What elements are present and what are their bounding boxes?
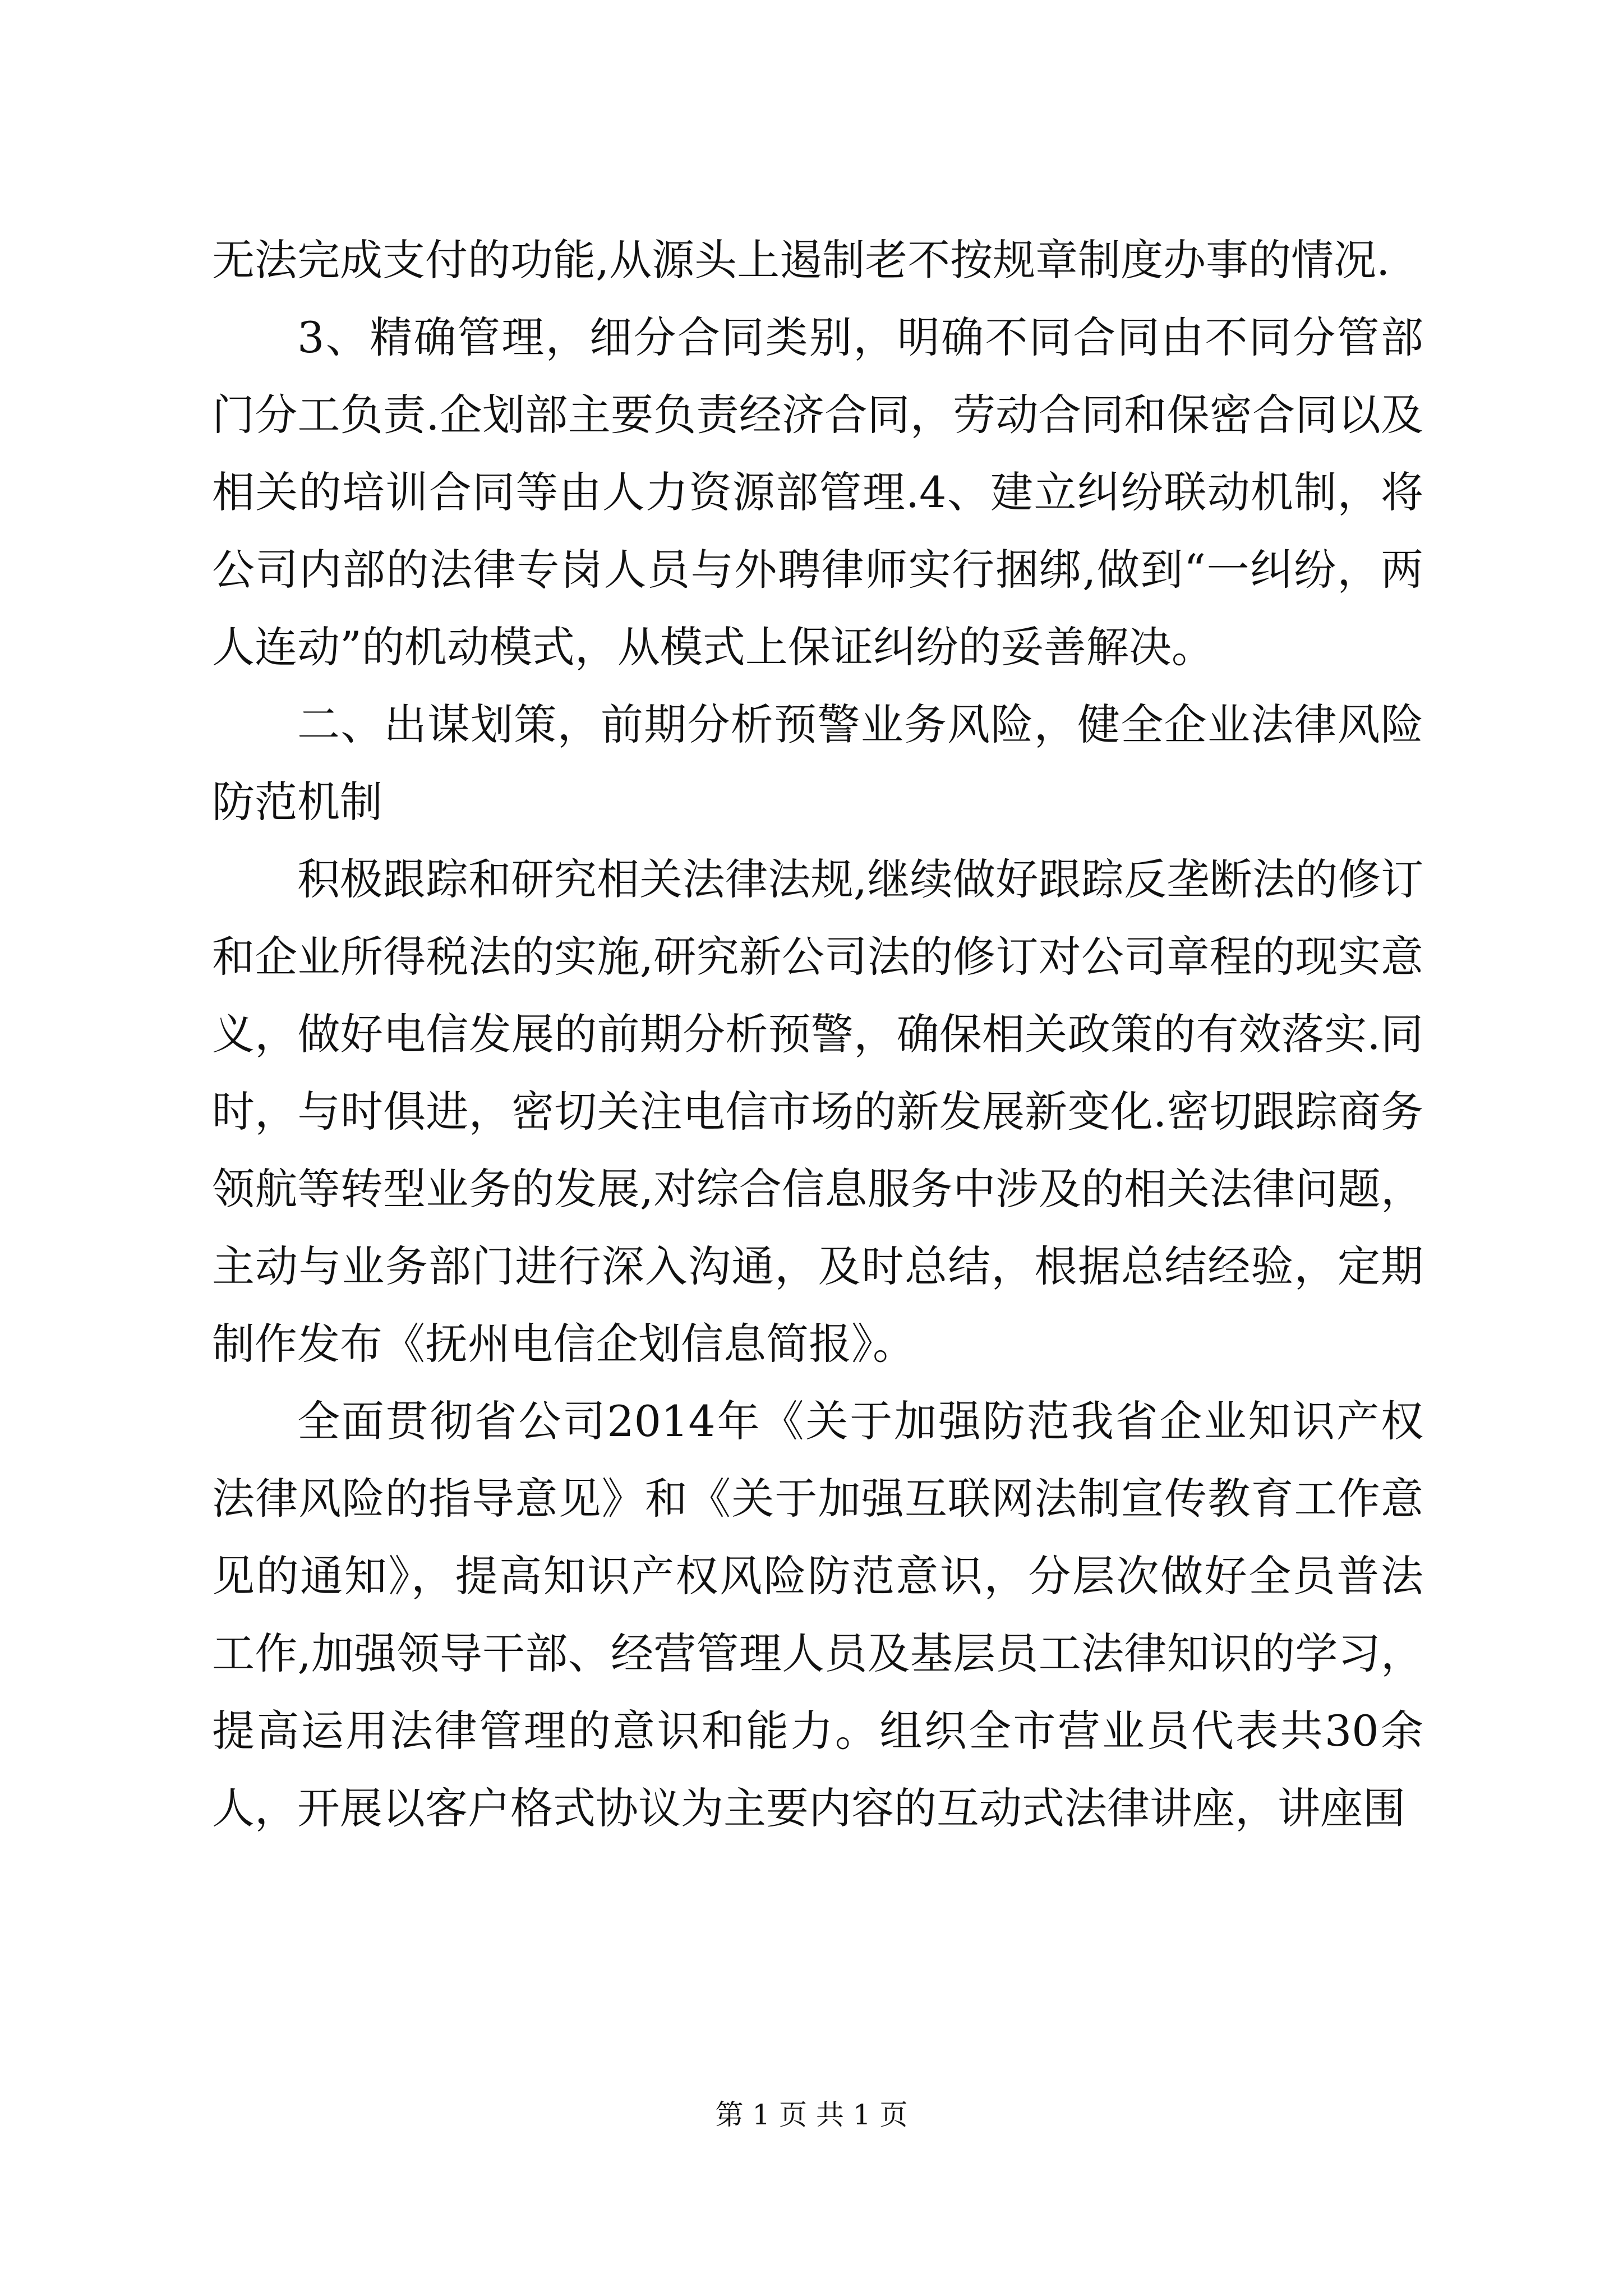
section-heading-risk-prevention: 二、出谋划策，前期分析预警业务风险，健全企业法律风险防范机制 xyxy=(212,700,1423,827)
page-number-footer: 第 1 页 共 1 页 xyxy=(715,2099,908,2131)
paragraph-legal-research: 积极跟踪和研究相关法律法规,继续做好跟踪反垄断法的修订和企业所得税法的实施,研究新公司法的修订对公司章程的现实意义，做好电信发展的前期分析预警，确保相关政策的有效落实.同时，与时俱进，密切关注电信市场的新发展新变化.密切跟踪商务领航等转型业务的发展,对综合信息服务中涉及的相关法律问题，主动与业务部门进行深入沟通，及时总结，根据总结经验，定期制作发布《抚州电信企划信息简报》。 xyxy=(212,854,1423,1369)
paragraph-continuation: 无法完成支付的功能,从源头上遏制老不按规章制度办事的情况. xyxy=(212,235,1390,285)
paragraph-legal-education: 全面贯彻省公司2014年《关于加强防范我省企业知识产权法律风险的指导意见》和《关于加强互联网法制宣传教育工作意见的通知》，提高知识产权风险防范意识，分层次做好全员普法工作,加强领导干部、经营管理人员及基层员工法律知识的学习，提高运用法律管理的意识和能力。组织全市营业员代表共30余人，开展以客户格式协议为主要内容的互动式法律讲座，讲座围 xyxy=(212,1396,1423,1833)
document-body xyxy=(212,222,1423,1847)
paragraph-contract-management: 3、精确管理，细分合同类别，明确不同合同由不同分管部门分工负责.企划部主要负责经济合同，劳动合同和保密合同以及相关的培训合同等由人力资源部管理.4、建立纠纷联动机制，将公司内部的法律专岗人员与外聘律师实行捆绑,做到“一纠纷，两人连动”的机动模式，从模式上保证纠纷的妥善解决。 xyxy=(212,312,1423,672)
